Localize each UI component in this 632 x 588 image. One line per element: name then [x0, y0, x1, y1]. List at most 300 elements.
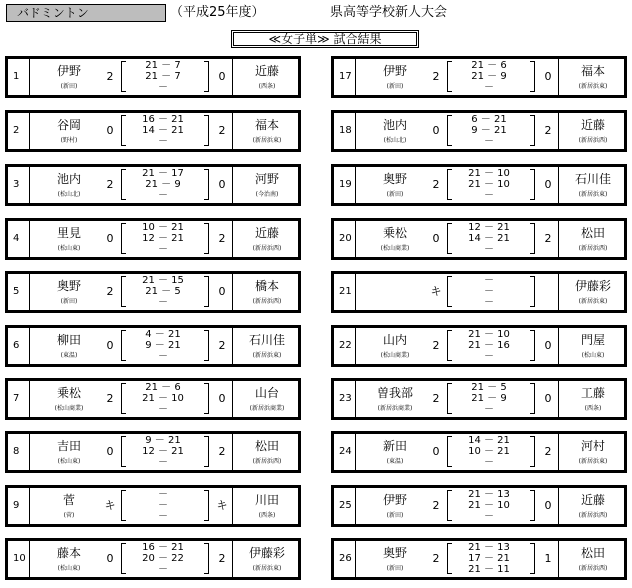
score-bracket-right: [530, 276, 535, 307]
match-row: [5, 56, 301, 98]
player2-name: 福本: [580, 64, 605, 78]
player2-school: (新居浜東): [252, 565, 282, 572]
game-2-score: 14 － 21: [468, 233, 510, 244]
game-3-score: －: [158, 511, 168, 522]
match-row: [331, 485, 627, 527]
player1-games-won: 0: [432, 232, 440, 245]
game-1-score: 16 － 21: [142, 542, 184, 553]
player1-games-won: 2: [432, 339, 440, 352]
player2-games-won: [542, 274, 554, 310]
score-bracket-left: [447, 61, 452, 92]
match-number: 17: [339, 71, 352, 82]
divider: [29, 221, 30, 257]
match-row: [5, 110, 301, 152]
player1-school: (松山商業): [380, 352, 410, 359]
player1-games-won: 2: [106, 70, 114, 83]
player1-school: (新田): [60, 83, 78, 90]
player2-school: (新居浜西): [252, 458, 282, 465]
game-scores: [453, 59, 525, 95]
game-2-score: 21 － 10: [468, 500, 510, 511]
tournament-title: 県高等学校新人大会: [330, 5, 448, 20]
player1-school: (新田): [60, 298, 78, 305]
game-1-score: 9 － 21: [145, 435, 181, 446]
game-1-score: 21 － 6: [145, 382, 181, 393]
player2-school: (新居浜東): [252, 137, 282, 144]
game-1-score: 10 － 21: [142, 222, 184, 233]
player2-school: (今治南): [255, 191, 279, 198]
player1-games-won: 0: [106, 339, 114, 352]
player1-school: (野村): [60, 137, 78, 144]
divider: [29, 167, 30, 203]
player2-name: 工藤: [580, 386, 605, 400]
player2-school: (新居浜西): [578, 137, 608, 144]
player1-name: 奥野: [382, 546, 407, 560]
divider: [29, 541, 30, 577]
player1-name: 柳田: [56, 333, 81, 347]
player2-school: (松山東): [581, 352, 605, 359]
divider: [355, 113, 356, 149]
game-3-score: －: [484, 351, 494, 362]
match-number: 9: [13, 500, 20, 511]
player1-name: 伊野: [56, 64, 81, 78]
match-number: 22: [339, 340, 352, 351]
score-bracket-left: [121, 330, 126, 361]
match-row: [5, 431, 301, 473]
player2-games-won: 2: [218, 124, 226, 137]
score-bracket-left: [121, 169, 126, 200]
game-1-score: 16 － 21: [142, 114, 184, 125]
game-scores: [127, 488, 199, 524]
player1-name: 池内: [382, 118, 407, 132]
score-bracket-right: [530, 543, 535, 574]
game-2-score: 12 － 21: [142, 446, 184, 457]
player2-games-won: 0: [218, 70, 226, 83]
player2-school: (新居浜東): [578, 298, 608, 305]
player2-school: (西条): [258, 83, 276, 90]
divider: [29, 59, 30, 95]
player2-name: 松田: [254, 439, 279, 453]
match-row: [331, 218, 627, 260]
game-2-score: 21 － 5: [145, 286, 181, 297]
player1-name: 奥野: [56, 279, 81, 293]
match-row: [5, 485, 301, 527]
player2-school: (新居浜西): [252, 298, 282, 305]
game-3-score: －: [158, 82, 168, 93]
game-3-score: －: [484, 404, 494, 415]
game-3-score: －: [158, 136, 168, 147]
game-2-score: 12 － 21: [142, 233, 184, 244]
match-number: 1: [13, 71, 20, 82]
game-scores: [453, 488, 525, 524]
divider: [355, 381, 356, 417]
game-1-score: －: [158, 489, 168, 500]
score-bracket-right: [204, 543, 209, 574]
player2-games-won: 1: [544, 552, 552, 565]
score-bracket-left: [447, 330, 452, 361]
game-1-score: 21 － 17: [142, 168, 184, 179]
game-1-score: 21 － 10: [468, 168, 510, 179]
match-number: 19: [339, 179, 352, 190]
score-bracket-left: [121, 223, 126, 254]
player1-name: 乗松: [382, 226, 407, 240]
game-2-score: 21 － 10: [468, 179, 510, 190]
player1-games-won: 0: [432, 445, 440, 458]
game-3-score: －: [158, 404, 168, 415]
player2-name: 近藤: [580, 118, 605, 132]
player1-games-won: 2: [432, 552, 440, 565]
score-bracket-right: [204, 115, 209, 146]
match-row: [331, 538, 627, 580]
player2-school: (新居浜東): [578, 458, 608, 465]
score-bracket-left: [447, 490, 452, 521]
divider: [29, 381, 30, 417]
player1-games-won: 0: [432, 124, 440, 137]
player1-school: (松山北): [383, 137, 407, 144]
game-scores: [127, 328, 199, 364]
score-bracket-right: [530, 61, 535, 92]
game-scores: [453, 434, 525, 470]
match-number: 21: [339, 286, 352, 297]
score-bracket-right: [530, 223, 535, 254]
game-3-score: －: [484, 511, 494, 522]
match-number: 4: [13, 233, 20, 244]
player1-games-won: 2: [106, 178, 114, 191]
score-bracket-left: [121, 490, 126, 521]
player1-school: (東温): [60, 352, 78, 359]
score-bracket-left: [121, 436, 126, 467]
score-bracket-right: [204, 330, 209, 361]
game-2-score: 21 － 10: [142, 393, 184, 404]
game-scores: [127, 381, 199, 417]
game-3-score: －: [158, 297, 168, 308]
player2-school: (新居浜西): [578, 512, 608, 519]
player1-school: (新田): [386, 512, 404, 519]
player2-name: 河野: [254, 172, 279, 186]
match-number: 18: [339, 125, 352, 136]
player1-name: 伊野: [382, 493, 407, 507]
game-2-score: 9 － 21: [145, 340, 181, 351]
score-bracket-left: [447, 169, 452, 200]
match-row: [331, 271, 627, 313]
divider: [29, 488, 30, 524]
match-row: [5, 271, 301, 313]
game-1-score: 21 － 13: [468, 542, 510, 553]
player2-games-won: 2: [218, 445, 226, 458]
game-scores: [453, 541, 525, 577]
score-bracket-right: [530, 490, 535, 521]
divider: [29, 434, 30, 470]
score-bracket-left: [121, 115, 126, 146]
player2-name: 橋本: [254, 279, 279, 293]
score-bracket-left: [121, 276, 126, 307]
game-1-score: 14 － 21: [468, 435, 510, 446]
player2-name: 伊藤彩: [574, 279, 611, 293]
match-row: [5, 164, 301, 206]
divider: [355, 59, 356, 95]
player2-school: (新居浜西): [578, 245, 608, 252]
player2-games-won: 2: [218, 552, 226, 565]
score-bracket-right: [204, 223, 209, 254]
score-bracket-left: [447, 383, 452, 414]
game-scores: [453, 167, 525, 203]
score-bracket-left: [121, 543, 126, 574]
player2-games-won: キ: [216, 499, 228, 512]
player2-games-won: 2: [218, 339, 226, 352]
match-number: 23: [339, 393, 352, 404]
player2-name: 近藤: [254, 226, 279, 240]
player1-games-won: 2: [432, 499, 440, 512]
player2-school: (新居浜東): [252, 352, 282, 359]
divider: [29, 274, 30, 310]
player2-name: 松田: [580, 226, 605, 240]
divider: [355, 274, 356, 310]
score-bracket-right: [204, 383, 209, 414]
player1-school: (松山東): [57, 565, 81, 572]
game-2-score: 9 － 21: [471, 125, 507, 136]
game-scores: [453, 381, 525, 417]
score-bracket-left: [121, 61, 126, 92]
player1-games-won: 0: [106, 232, 114, 245]
player1-name: 曽我部: [376, 386, 413, 400]
game-scores: [127, 221, 199, 257]
player2-school: (新居浜商業): [249, 405, 285, 412]
game-scores: [127, 59, 199, 95]
player2-school: (新居浜東): [578, 83, 608, 90]
player2-games-won: 0: [544, 339, 552, 352]
player1-name: 新田: [382, 439, 407, 453]
player2-games-won: 0: [544, 70, 552, 83]
game-1-score: 12 － 21: [468, 222, 510, 233]
score-bracket-right: [530, 330, 535, 361]
game-2-score: －: [158, 500, 168, 511]
player1-games-won: 0: [106, 124, 114, 137]
player1-name: 吉田: [56, 439, 81, 453]
match-number: 10: [13, 553, 26, 564]
match-row: [5, 538, 301, 580]
player2-games-won: 2: [544, 124, 552, 137]
divider: [355, 167, 356, 203]
player2-games-won: 0: [544, 392, 552, 405]
divider: [29, 113, 30, 149]
player1-name: 菅: [62, 493, 75, 507]
player1-games-won: 2: [432, 178, 440, 191]
score-bracket-left: [447, 276, 452, 307]
game-3-score: －: [158, 457, 168, 468]
player1-school: (新田): [386, 83, 404, 90]
player2-games-won: 0: [218, 178, 226, 191]
player1-school: (菅): [63, 512, 75, 519]
match-number: 25: [339, 500, 352, 511]
period-label: （平成25年度）: [170, 5, 265, 20]
game-3-score: －: [484, 457, 494, 468]
game-scores: [127, 274, 199, 310]
game-1-score: －: [484, 275, 494, 286]
player2-school: (新居浜東): [578, 191, 608, 198]
player1-name: 藤本: [56, 546, 81, 560]
player1-school: (新田): [386, 565, 404, 572]
player1-games-won: 0: [106, 552, 114, 565]
score-bracket-right: [204, 490, 209, 521]
match-row: [5, 218, 301, 260]
score-bracket-right: [530, 169, 535, 200]
divider: [355, 434, 356, 470]
match-number: 7: [13, 393, 20, 404]
player2-games-won: 2: [218, 232, 226, 245]
player2-school: (西条): [584, 405, 602, 412]
player1-school: (新田): [386, 191, 404, 198]
player2-name: 川田: [254, 493, 279, 507]
game-3-score: －: [158, 190, 168, 201]
game-scores: [453, 221, 525, 257]
match-number: 24: [339, 446, 352, 457]
score-bracket-left: [121, 383, 126, 414]
player2-school: (新居浜西): [578, 565, 608, 572]
game-2-score: 21 － 7: [145, 71, 181, 82]
game-1-score: 21 － 13: [468, 489, 510, 500]
player1-name: 谷岡: [56, 118, 81, 132]
score-bracket-right: [204, 169, 209, 200]
divider: [355, 541, 356, 577]
game-2-score: 21 － 9: [145, 179, 181, 190]
game-2-score: 20 － 22: [142, 553, 184, 564]
player2-school: (新居浜西): [252, 245, 282, 252]
game-2-score: 17 － 21: [468, 553, 510, 564]
player2-name: 河村: [580, 439, 605, 453]
game-2-score: 21 － 9: [471, 393, 507, 404]
score-bracket-right: [204, 436, 209, 467]
game-1-score: 21 － 7: [145, 60, 181, 71]
match-number: 2: [13, 125, 20, 136]
player2-school: (西条): [258, 512, 276, 519]
score-bracket-left: [447, 543, 452, 574]
player1-school: (松山北): [57, 191, 81, 198]
sport-label: バドミントン: [6, 4, 166, 22]
match-number: 20: [339, 233, 352, 244]
player1-name: 乗松: [56, 386, 81, 400]
player1-games-won: 0: [106, 445, 114, 458]
player1-name: 池内: [56, 172, 81, 186]
game-scores: [453, 328, 525, 364]
player1-school: (松山商業): [54, 405, 84, 412]
game-2-score: 10 － 21: [468, 446, 510, 457]
score-bracket-right: [530, 436, 535, 467]
score-bracket-right: [530, 383, 535, 414]
match-row: [331, 56, 627, 98]
player1-school: (松山東): [57, 458, 81, 465]
player2-games-won: 0: [218, 392, 226, 405]
match-number: 5: [13, 286, 20, 297]
game-3-score: －: [484, 82, 494, 93]
player2-name: 伊藤彩: [248, 546, 285, 560]
player2-games-won: 0: [544, 499, 552, 512]
player1-school: (松山商業): [380, 245, 410, 252]
event-title: ≪女子単≫ 試合結果: [231, 30, 419, 48]
match-row: [331, 110, 627, 152]
game-2-score: 21 － 16: [468, 340, 510, 351]
game-2-score: 21 － 9: [471, 71, 507, 82]
divider: [355, 488, 356, 524]
divider: [355, 221, 356, 257]
divider: [29, 328, 30, 364]
player1-games-won: 2: [106, 285, 114, 298]
match-row: [331, 325, 627, 367]
score-bracket-right: [204, 61, 209, 92]
game-3-score: －: [484, 244, 494, 255]
game-3-score: －: [484, 297, 494, 308]
game-1-score: 21 － 6: [471, 60, 507, 71]
match-number: 3: [13, 179, 20, 190]
player1-name: 里見: [56, 226, 81, 240]
game-scores: [453, 274, 525, 310]
player1-games-won: キ: [430, 285, 442, 298]
score-bracket-left: [447, 223, 452, 254]
game-scores: [127, 167, 199, 203]
game-3-score: 21 － 11: [468, 564, 510, 575]
game-3-score: －: [158, 564, 168, 575]
player1-name: 奥野: [382, 172, 407, 186]
player2-name: 山台: [254, 386, 279, 400]
game-scores: [127, 434, 199, 470]
match-row: [331, 164, 627, 206]
player1-games-won: 2: [106, 392, 114, 405]
player2-games-won: 0: [544, 178, 552, 191]
score-bracket-right: [530, 115, 535, 146]
player2-name: 松田: [580, 546, 605, 560]
game-scores: [453, 113, 525, 149]
match-number: 26: [339, 553, 352, 564]
game-1-score: 6 － 21: [471, 114, 507, 125]
game-3-score: －: [158, 351, 168, 362]
divider: [355, 328, 356, 364]
game-3-score: －: [484, 190, 494, 201]
match-row: [331, 431, 627, 473]
game-1-score: 21 － 15: [142, 275, 184, 286]
player2-name: 石川佳: [248, 333, 285, 347]
player2-name: 近藤: [254, 64, 279, 78]
player1-school: (松山東): [57, 245, 81, 252]
player2-name: 福本: [254, 118, 279, 132]
game-1-score: 4 － 21: [145, 329, 181, 340]
player1-games-won: 2: [432, 392, 440, 405]
player1-games-won: 2: [432, 70, 440, 83]
player2-games-won: 2: [544, 445, 552, 458]
player1-name: 山内: [382, 333, 407, 347]
game-1-score: 21 － 10: [468, 329, 510, 340]
match-row: [5, 378, 301, 420]
match-row: [331, 378, 627, 420]
score-bracket-right: [204, 276, 209, 307]
player2-name: 門屋: [580, 333, 605, 347]
match-row: [5, 325, 301, 367]
game-2-score: 14 － 21: [142, 125, 184, 136]
score-bracket-left: [447, 436, 452, 467]
player2-name: 石川佳: [574, 172, 611, 186]
player2-games-won: 0: [218, 285, 226, 298]
game-2-score: －: [484, 286, 494, 297]
game-scores: [127, 541, 199, 577]
game-3-score: －: [158, 244, 168, 255]
match-number: 8: [13, 446, 20, 457]
player2-name: 近藤: [580, 493, 605, 507]
player1-school: (東温): [386, 458, 404, 465]
game-scores: [127, 113, 199, 149]
game-1-score: 21 － 5: [471, 382, 507, 393]
game-3-score: －: [484, 136, 494, 147]
player1-name: 伊野: [382, 64, 407, 78]
player1-school: (新居浜商業): [377, 405, 413, 412]
score-bracket-left: [447, 115, 452, 146]
match-number: 6: [13, 340, 20, 351]
